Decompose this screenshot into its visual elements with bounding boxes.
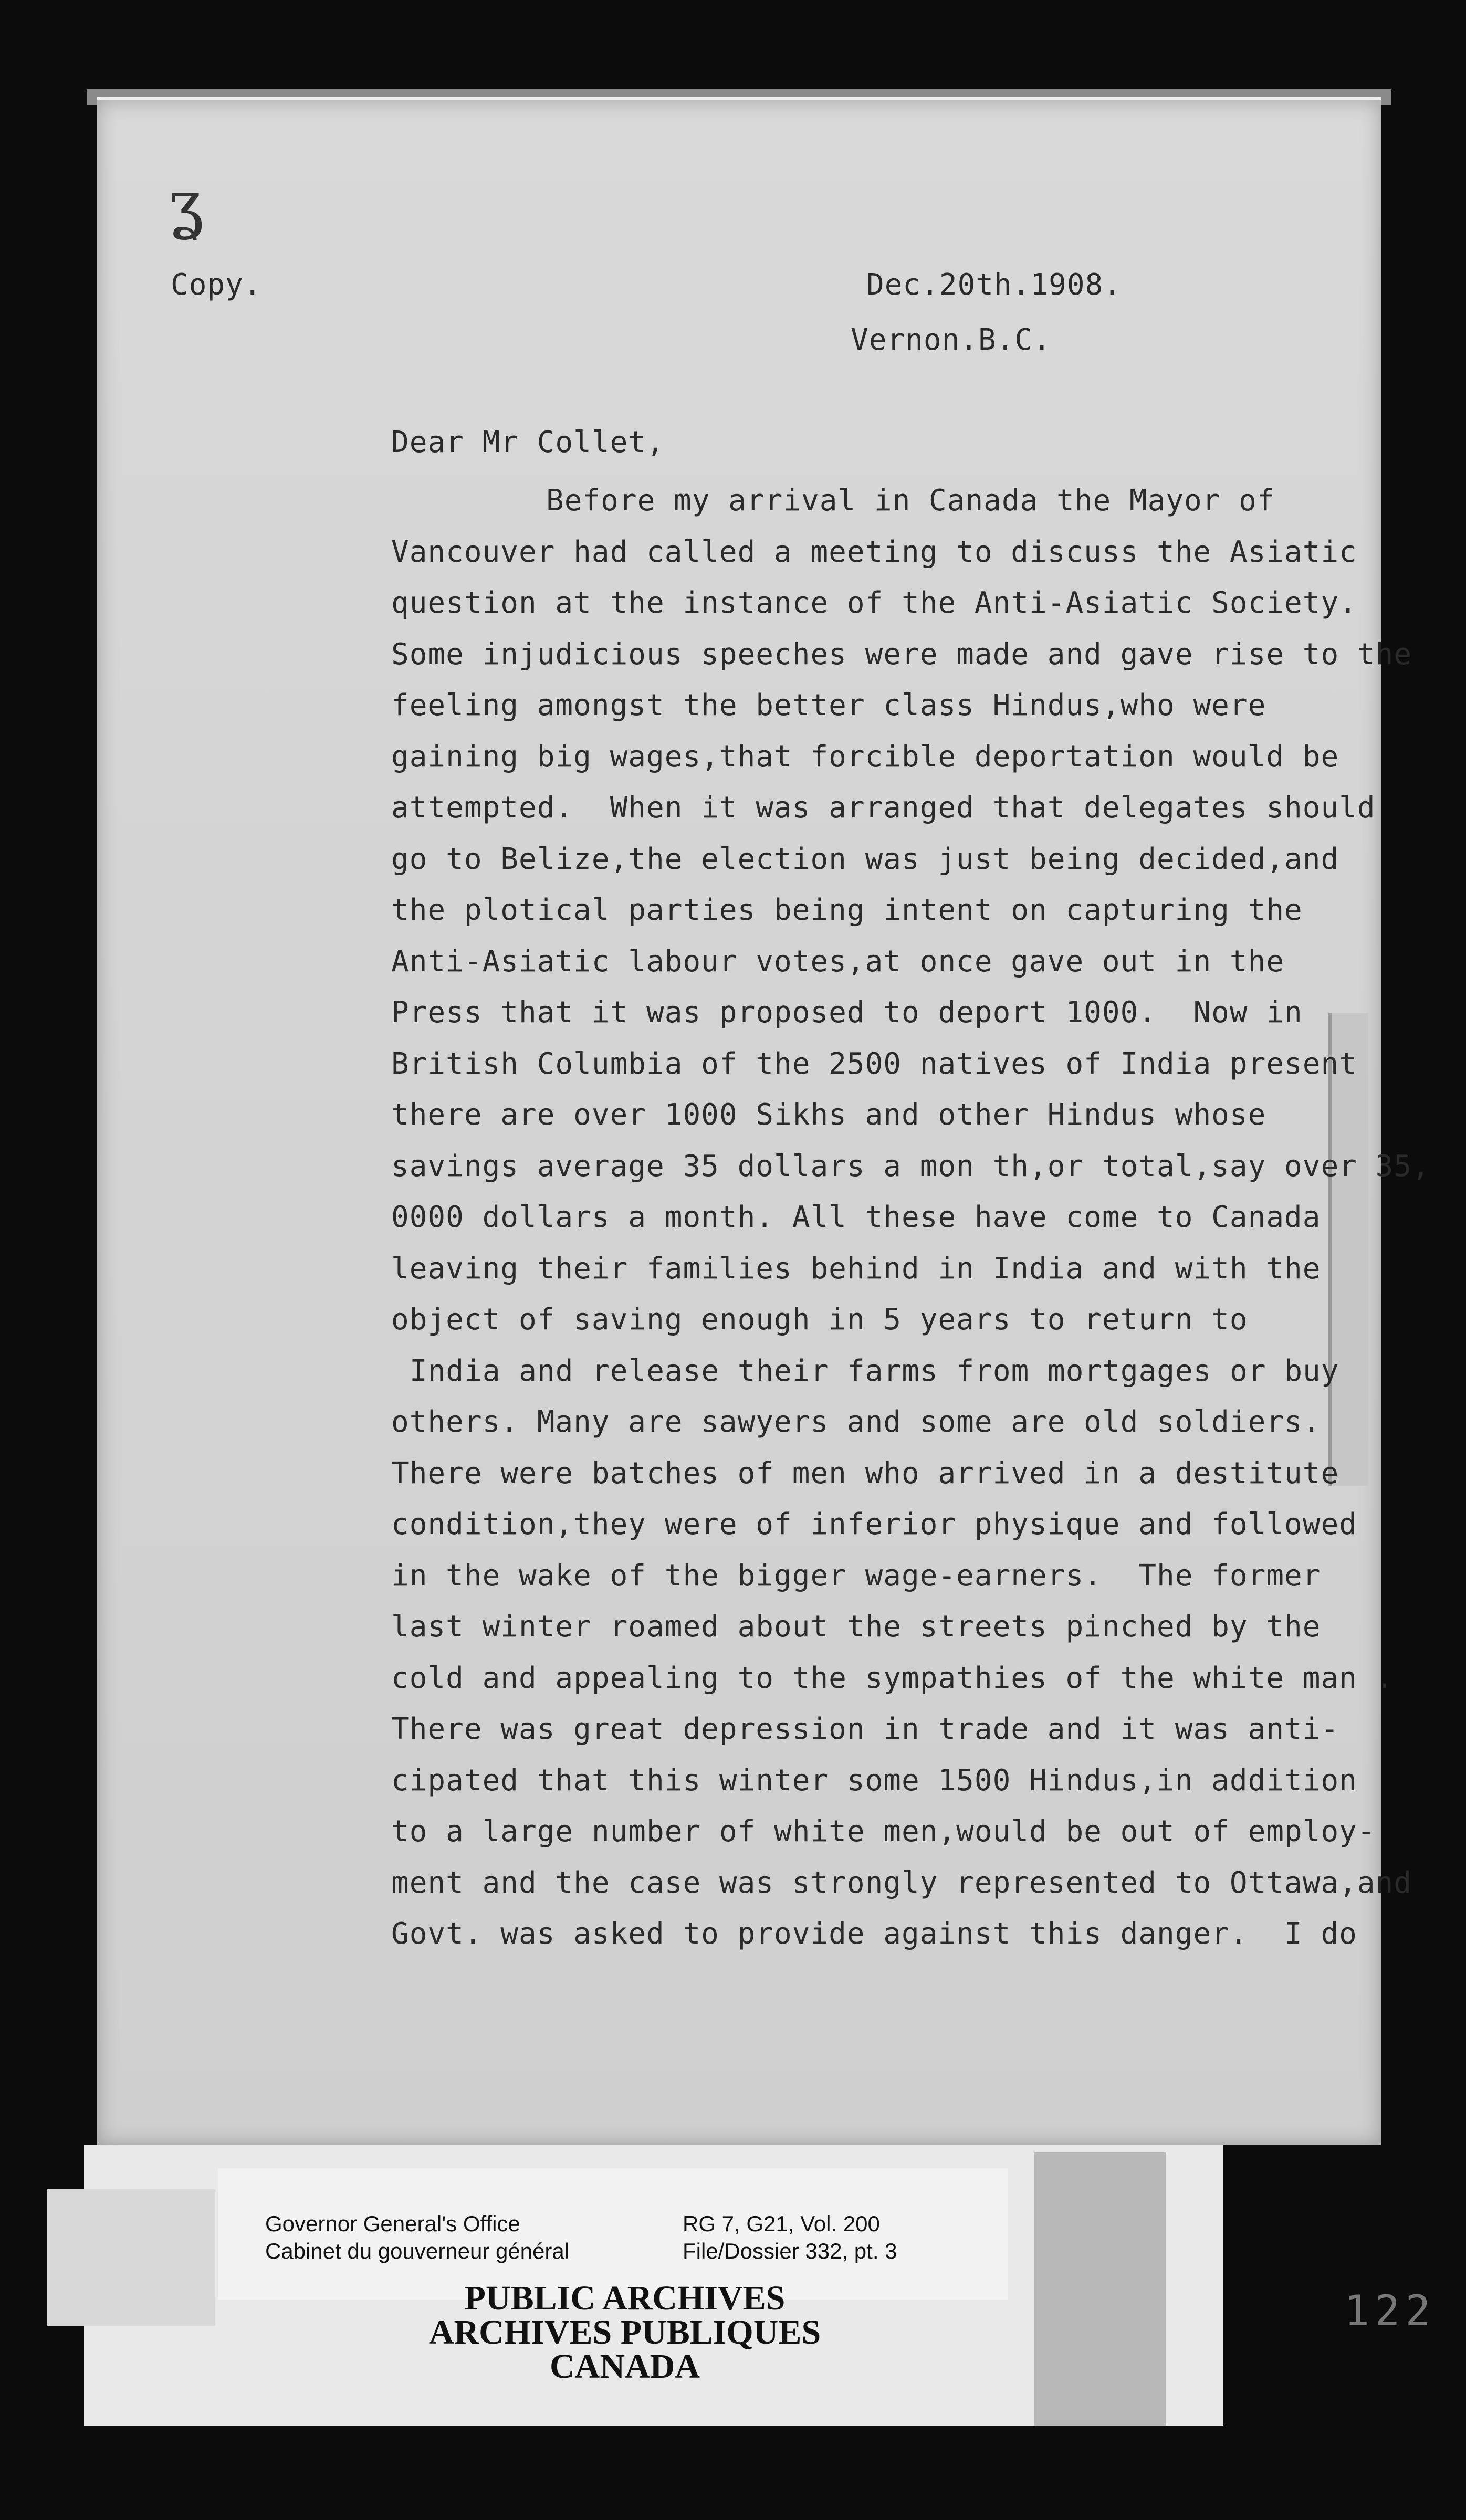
- body-line: attempted. When it was arranged that delegates should: [391, 791, 1376, 825]
- body-line: in the wake of the bigger wage-earners. The former: [391, 1558, 1321, 1593]
- body-line: savings average 35 dollars a mon th,or total,say over 35,: [391, 1149, 1430, 1183]
- office-fr: Cabinet du gouverneur général: [265, 2239, 570, 2263]
- body-line: cipated that this winter some 1500 Hindus,in addition: [391, 1763, 1357, 1798]
- body-line: ment and the case was strongly represented to Ottawa,and: [391, 1865, 1412, 1900]
- archives-country: CANADA: [550, 2347, 700, 2386]
- archive-label-left-strip: [47, 2189, 215, 2326]
- archives-fr: ARCHIVES PUBLIQUES: [428, 2313, 821, 2351]
- folio-number: 122: [1344, 2286, 1436, 2335]
- body-line: Before my arrival in Canada the Mayor of: [546, 484, 1275, 518]
- body-line: Press that it was proposed to deport 1000. Now in: [391, 995, 1303, 1030]
- letter-body: [391, 475, 1430, 1960]
- letter-place: Vernon.B.C.: [851, 323, 1051, 357]
- body-line: Anti-Asiatic labour votes,at once gave out in the: [391, 944, 1285, 979]
- body-line: cold and appealing to the sympathies of the white man .: [391, 1661, 1394, 1695]
- body-line: there are over 1000 Sikhs and other Hindus whose: [391, 1098, 1266, 1132]
- body-line: question at the instance of the Anti-Asiatic Society.: [391, 586, 1357, 620]
- body-line: object of saving enough in 5 years to return to: [391, 1303, 1248, 1337]
- body-line: feeling amongst the better class Hindus,who were: [391, 688, 1266, 722]
- body-line: to a large number of white men,would be out of employ-: [391, 1814, 1376, 1849]
- archive-label-right-strip: [1034, 2152, 1166, 2426]
- body-line: leaving their families behind in India and with the: [391, 1251, 1321, 1286]
- body-line: last winter roamed about the streets pinched by the: [391, 1610, 1321, 1644]
- body-line: Govt. was asked to provide against this danger. I do: [391, 1917, 1357, 1951]
- body-line: There were batches of men who arrived in a destitute: [391, 1456, 1339, 1490]
- body-line: the plotical parties being intent on capturing the: [391, 893, 1303, 927]
- body-line: Some injudicious speeches were made and gave rise to the: [391, 637, 1412, 671]
- body-line: gaining big wages,that forcible deportation would be: [391, 739, 1339, 774]
- office-en: Governor General's Office: [265, 2211, 520, 2236]
- copy-label: Copy.: [171, 268, 262, 302]
- body-line: 0000 dollars a month. All these have come to Canada: [391, 1200, 1321, 1234]
- archives-en: PUBLIC ARCHIVES: [464, 2279, 786, 2317]
- salutation: Dear Mr Collet,: [391, 425, 665, 459]
- body-line: India and release their farms from mortgages or buy: [410, 1353, 1339, 1388]
- file-reference: File/Dossier 332, pt. 3: [683, 2239, 897, 2263]
- body-line: others. Many are sawyers and some are old soldiers.: [391, 1405, 1321, 1439]
- body-line: Vancouver had called a meeting to discuss the Asiatic: [391, 534, 1357, 569]
- body-line: condition,they were of inferior physique and followed: [391, 1507, 1357, 1541]
- record-group-reference: RG 7, G21, Vol. 200: [683, 2211, 880, 2236]
- body-line: British Columbia of the 2500 natives of India present: [391, 1046, 1357, 1081]
- body-line: There was great depression in trade and it was anti-: [391, 1712, 1339, 1746]
- letter-date: Dec.20th.1908.: [866, 268, 1122, 302]
- handwritten-mark: ʓ: [168, 168, 204, 241]
- body-line: go to Belize,the election was just being decided,and: [391, 842, 1339, 876]
